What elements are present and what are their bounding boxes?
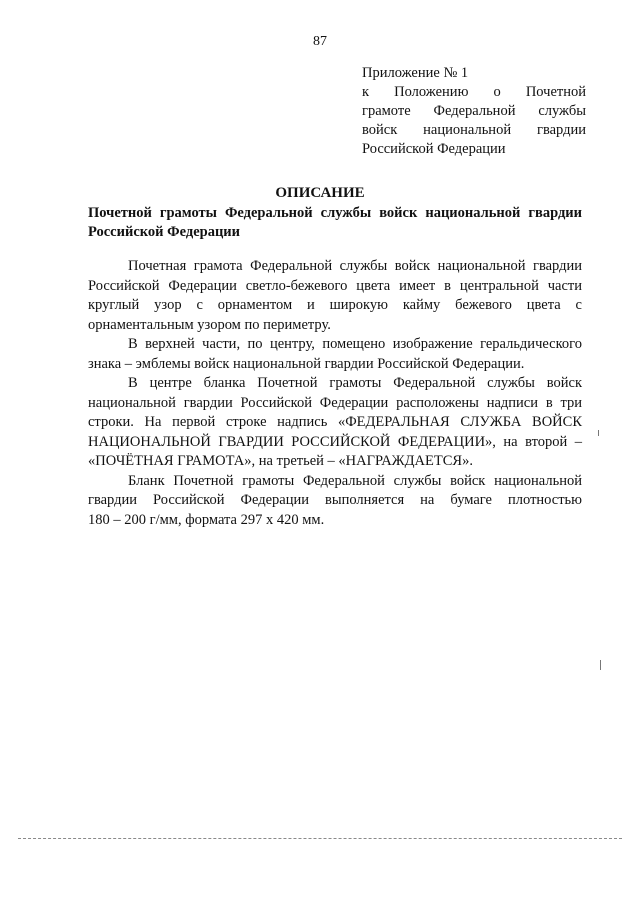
document-body [88, 257, 582, 530]
appendix-block [362, 64, 586, 159]
scan-artifact-mark [598, 430, 599, 436]
paragraph-line: 180 – 200 г/мм, формата 297 х 420 мм. [88, 511, 325, 528]
paragraph-line: национальной гвардии Российской Федерации расположены надписи в три [88, 394, 582, 411]
paragraph-line: Бланк Почетной грамоты Федеральной службы войск национальной [128, 472, 582, 489]
appendix-line: грамоте Федеральной службы [362, 103, 586, 119]
document-subtitle [88, 204, 582, 242]
paragraph-line: орнаментальным узором по периметру. [88, 316, 331, 333]
appendix-line: Российской Федерации [362, 141, 506, 157]
paragraph [88, 257, 582, 335]
paragraph-line: круглый узор с орнаментом и широкую кайму бежевого цвета с [88, 297, 582, 313]
scan-artifact-line [18, 838, 622, 839]
document-title: ОПИСАНИЕ [275, 185, 365, 201]
subtitle-line: Российской Федерации [88, 224, 241, 240]
appendix-line: войск национальной гвардии [362, 122, 586, 138]
paragraph-line: Российской Федерации светло-бежевого цвета имеет в центральной части [88, 277, 582, 294]
paragraph-line: В верхней части, по центру, помещено изображение геральдического [128, 336, 582, 352]
appendix-line: к Положению о Почетной [362, 84, 586, 100]
appendix-line: Приложение № 1 [362, 65, 469, 81]
paragraph [88, 374, 582, 472]
paragraph [88, 335, 582, 374]
paragraph-line: знака – эмблемы войск национальной гвардии Российской Федерации. [88, 355, 525, 372]
paragraph-line: Почетная грамота Федеральной службы войск национальной гвардии [128, 258, 582, 274]
scan-artifact-mark [600, 660, 601, 670]
paragraph-line: строки. На первой строке надпись «ФЕДЕРАЛЬНАЯ СЛУЖБА ВОЙСК [88, 414, 582, 430]
paragraph [88, 472, 582, 531]
paragraph-line: НАЦИОНАЛЬНОЙ ГВАРДИИ РОССИЙСКОЙ ФЕДЕРАЦИИ», на второй – [88, 433, 582, 450]
paragraph-line: гвардии Российской Федерации выполняется на бумаге плотностью [88, 492, 582, 508]
paragraph-line: В центре бланка Почетной грамоты Федеральной службы войск [128, 375, 582, 391]
page-number: 87 [313, 34, 327, 49]
paragraph-line: «ПОЧЁТНАЯ ГРАМОТА», на третьей – «НАГРАЖДАЕТСЯ». [88, 453, 473, 469]
subtitle-line: Почетной грамоты Федеральной службы войск национальной гвардии [88, 205, 582, 221]
